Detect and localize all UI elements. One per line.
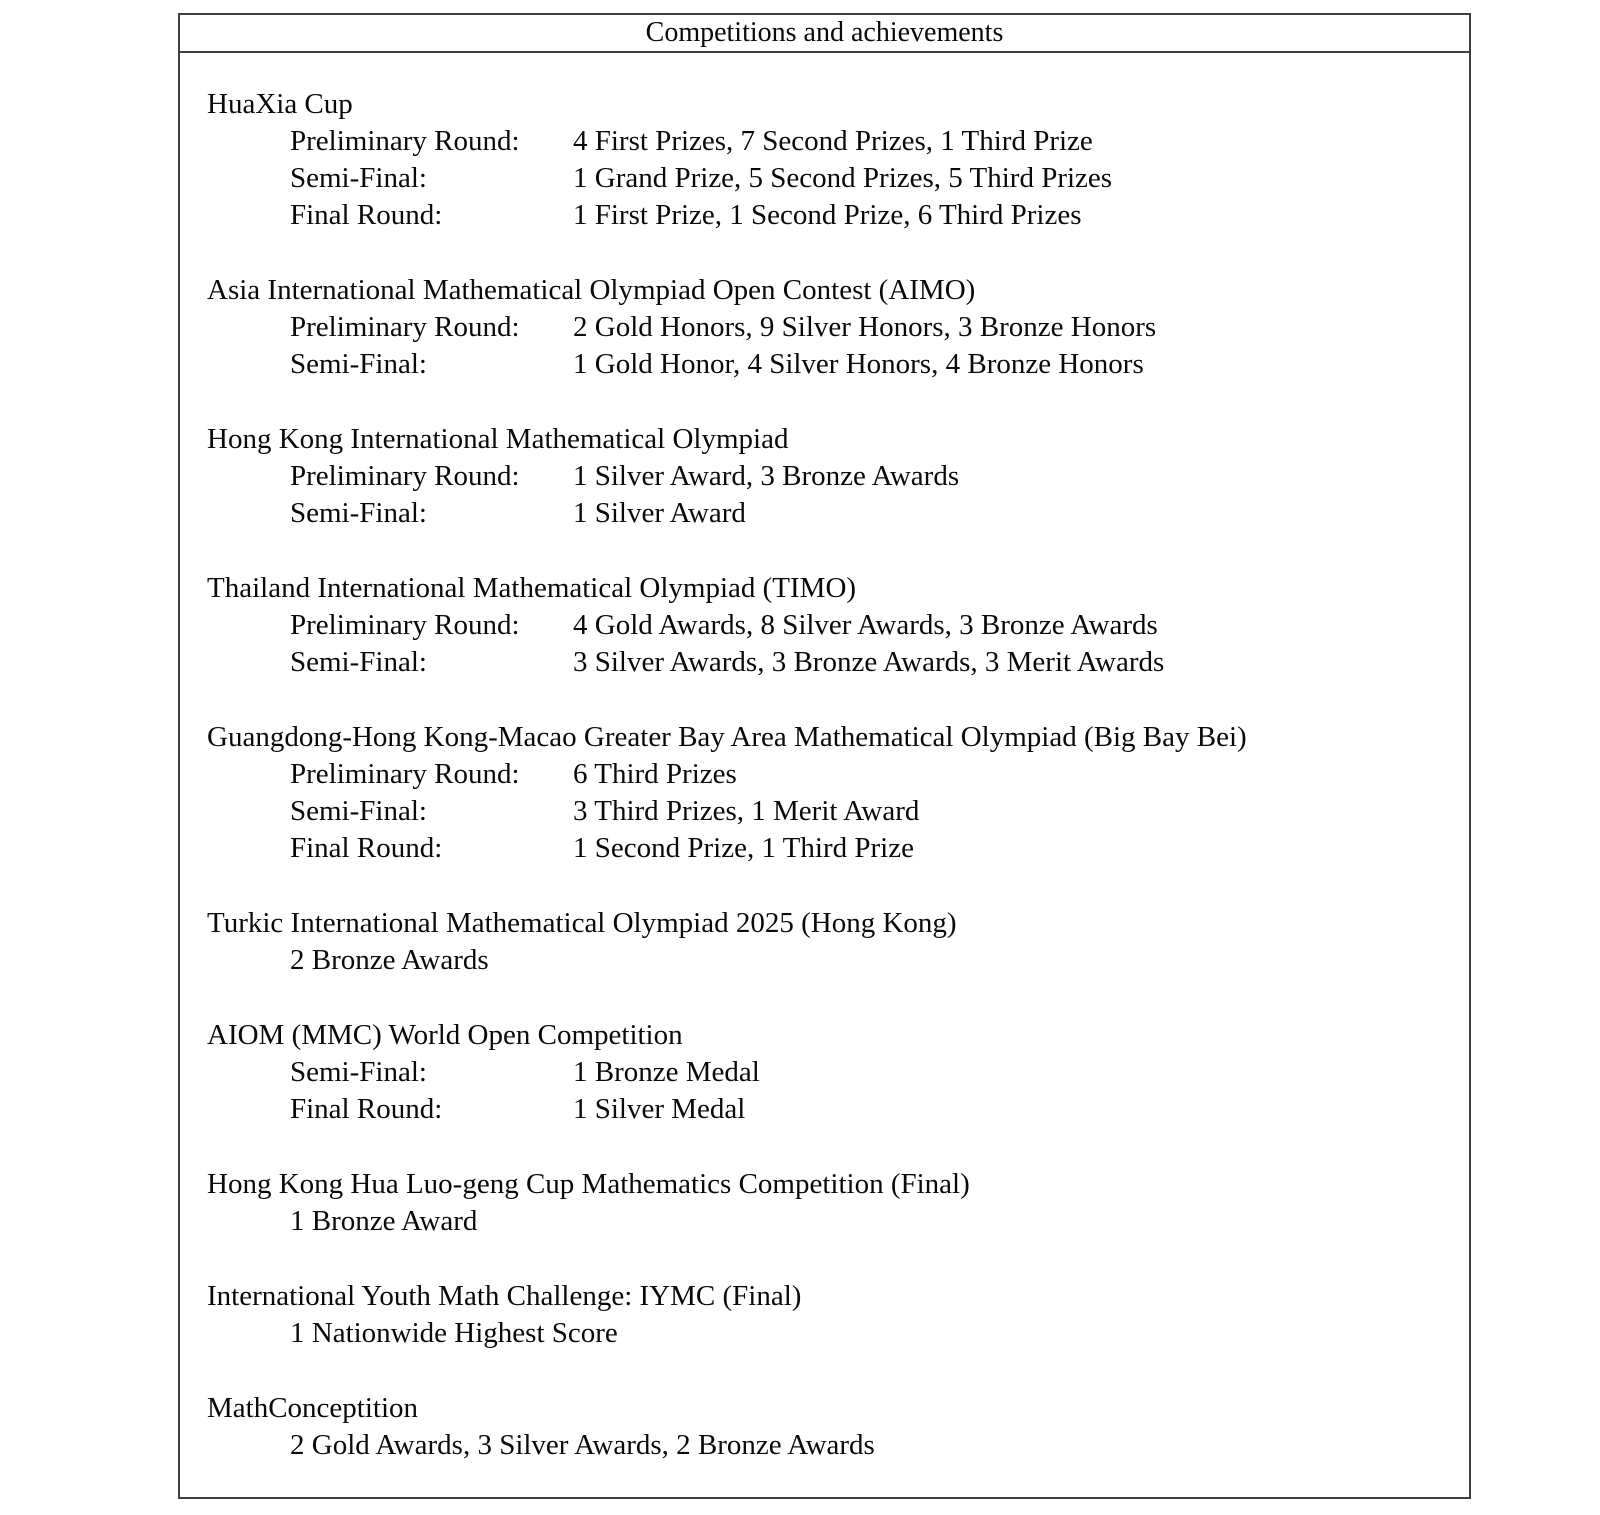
section-rows [207, 942, 1449, 979]
awards-value: 3 Third Prizes, 1 Merit Award [573, 795, 920, 827]
round-label: Final Round: [290, 1093, 443, 1125]
result-row [207, 346, 1449, 383]
result-row [207, 607, 1449, 644]
round-label: Preliminary Round: [290, 125, 520, 157]
awards-value: 1 Silver Medal [573, 1093, 746, 1125]
competition-section [207, 719, 1449, 867]
result-row [207, 830, 1449, 867]
round-label: Final Round: [290, 199, 443, 231]
competition-section [207, 1166, 1449, 1240]
awards-value: 1 Gold Honor, 4 Silver Honors, 4 Bronze Honors [573, 348, 1144, 380]
competition-section [207, 570, 1449, 681]
round-label: Semi-Final: [290, 497, 427, 529]
round-label: Semi-Final: [290, 646, 427, 678]
awards-value: 1 Grand Prize, 5 Second Prizes, 5 Third Prizes [573, 162, 1113, 194]
section-rows [207, 458, 1449, 532]
awards-value: 1 Bronze Award [290, 1205, 478, 1237]
result-row [207, 160, 1449, 197]
round-label: Preliminary Round: [290, 311, 520, 343]
awards-value: 3 Silver Awards, 3 Bronze Awards, 3 Merit Awards [573, 646, 1165, 678]
competition-name: Turkic International Mathematical Olympiad 2025 (Hong Kong) [207, 907, 957, 939]
awards-value: 6 Third Prizes [573, 758, 737, 790]
result-row [207, 1091, 1449, 1128]
awards-value: 2 Gold Honors, 9 Silver Honors, 3 Bronze Honors [573, 311, 1157, 343]
awards-value: 4 First Prizes, 7 Second Prizes, 1 Third Prize [573, 125, 1093, 157]
competition-name: Thailand International Mathematical Olympiad (TIMO) [207, 572, 857, 604]
awards-value: 1 Bronze Medal [573, 1056, 760, 1088]
awards-value: 1 First Prize, 1 Second Prize, 6 Third Prizes [573, 199, 1082, 231]
round-label: Semi-Final: [290, 162, 427, 194]
round-label: Preliminary Round: [290, 758, 520, 790]
result-row [207, 756, 1449, 793]
section-rows [207, 756, 1449, 867]
competition-name: International Youth Math Challenge: IYMC (Final) [207, 1280, 802, 1312]
result-row [207, 458, 1449, 495]
section-rows [207, 1427, 1449, 1464]
section-rows [207, 607, 1449, 681]
awards-value: 1 Silver Award, 3 Bronze Awards [573, 460, 960, 492]
competition-section [207, 905, 1449, 979]
round-label: Preliminary Round: [290, 609, 520, 641]
competition-name: HuaXia Cup [207, 88, 353, 120]
competition-section [207, 1278, 1449, 1352]
competition-section [207, 1390, 1449, 1464]
round-label: Semi-Final: [290, 348, 427, 380]
result-row [207, 123, 1449, 160]
round-label: Semi-Final: [290, 1056, 427, 1088]
result-row [207, 309, 1449, 346]
result-row [207, 1054, 1449, 1091]
awards-value: 1 Second Prize, 1 Third Prize [573, 832, 914, 864]
section-rows [207, 1203, 1449, 1240]
round-label: Semi-Final: [290, 795, 427, 827]
section-rows [207, 1315, 1449, 1352]
sections-container [180, 53, 1469, 1464]
section-rows [207, 309, 1449, 383]
result-row [207, 942, 1449, 979]
round-label: Final Round: [290, 832, 443, 864]
result-row [207, 197, 1449, 234]
result-row [207, 793, 1449, 830]
result-row [207, 1203, 1449, 1240]
competition-section [207, 86, 1449, 234]
competition-name: Asia International Mathematical Olympiad Open Contest (AIMO) [207, 274, 976, 306]
competition-section [207, 272, 1449, 383]
competition-name: Hong Kong Hua Luo-geng Cup Mathematics Competition (Final) [207, 1168, 970, 1200]
competition-name: Hong Kong International Mathematical Olympiad [207, 423, 789, 455]
awards-value: 4 Gold Awards, 8 Silver Awards, 3 Bronze Awards [573, 609, 1158, 641]
round-label: Preliminary Round: [290, 460, 520, 492]
awards-value: 1 Nationwide Highest Score [290, 1317, 618, 1349]
competition-name: MathConceptition [207, 1392, 419, 1424]
table-title: Competitions and achievements [180, 15, 1469, 53]
competition-section [207, 421, 1449, 532]
section-rows [207, 1054, 1449, 1128]
awards-value: 2 Bronze Awards [290, 944, 489, 976]
result-row [207, 495, 1449, 532]
result-row [207, 1315, 1449, 1352]
awards-value: 1 Silver Award [573, 497, 746, 529]
competition-section [207, 1017, 1449, 1128]
competition-name: AIOM (MMC) World Open Competition [207, 1019, 683, 1051]
section-rows [207, 123, 1449, 234]
achievements-table [178, 13, 1471, 1499]
competition-name: Guangdong-Hong Kong-Macao Greater Bay Area Mathematical Olympiad (Big Bay Bei) [207, 721, 1247, 753]
result-row [207, 1427, 1449, 1464]
result-row [207, 644, 1449, 681]
awards-value: 2 Gold Awards, 3 Silver Awards, 2 Bronze Awards [290, 1429, 875, 1461]
